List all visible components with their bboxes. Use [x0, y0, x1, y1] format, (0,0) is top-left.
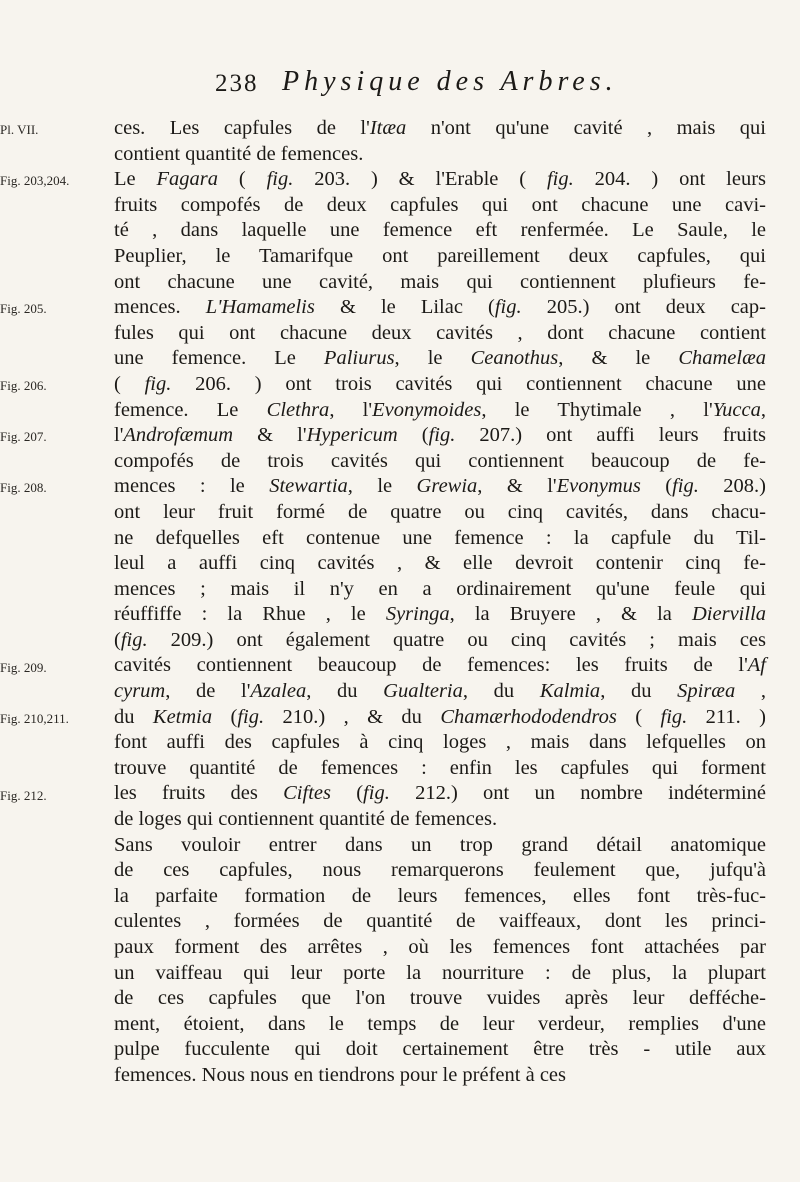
italic-term: fig. — [660, 705, 688, 728]
text-line — [114, 193, 766, 219]
text-line — [114, 935, 766, 961]
text-line — [114, 218, 766, 244]
text-run: 209.) ont également quatre ou cinq cavités ; mais ces — [147, 628, 766, 651]
italic-term: Fagara — [156, 168, 218, 191]
text-run: , & le — [558, 347, 679, 370]
text-run: , du — [306, 680, 384, 703]
italic-term: Ciftes — [283, 782, 331, 805]
text-line — [114, 909, 766, 935]
text-run: fules qui ont chacune deux cavités , dont chacune contient — [114, 321, 766, 344]
text-line — [114, 577, 766, 603]
text-run: 203. ) & l'Erable ( — [293, 168, 547, 191]
text-line — [114, 474, 766, 500]
text-run: cavités contiennent beaucoup de femences: les fruits de l' — [114, 654, 748, 677]
text-run: ( — [114, 628, 121, 651]
text-line — [114, 833, 766, 859]
text-run: compofés de trois cavités qui contiennent beaucoup de fe- — [114, 449, 766, 472]
text-run: les fruits des — [114, 782, 284, 805]
text-run: font auffi des capfules à cinq loges , mais dans lefquelles on — [114, 731, 766, 754]
text-line — [114, 142, 766, 168]
margin-figure-reference: Fig. 203,204. — [0, 173, 70, 189]
text-run: , le — [347, 475, 417, 498]
text-run: 206. ) ont trois cavités qui contiennent chacune une — [171, 372, 766, 395]
text-run: ces. Les capfules de l' — [114, 117, 370, 139]
text-run: ( — [640, 475, 673, 498]
text-line — [114, 1063, 766, 1089]
italic-term: Yucca — [712, 398, 761, 421]
text-run: , du — [600, 680, 678, 703]
text-line — [114, 449, 766, 475]
text-run: trouve quantité de femences : enfin les capfules qui forment — [114, 756, 766, 779]
italic-term: Gualteria — [383, 680, 463, 703]
italic-term: fig. — [120, 628, 148, 651]
text-run: la parfaite formation de leurs femences, elles font très-fuc- — [114, 884, 766, 907]
text-run: n'ont qu'une cavité , mais qui — [406, 117, 766, 139]
italic-term: Diervilla — [692, 603, 767, 626]
text-run: Sans vouloir entrer dans un trop grand détail anatomique — [114, 833, 766, 856]
text-line — [114, 653, 766, 679]
text-run: femence. Le — [114, 398, 267, 421]
margin-figure-reference: Fig. 208. — [0, 480, 47, 496]
text-run: contient quantité de femences. — [114, 142, 364, 165]
italic-term: Ketmia — [152, 705, 213, 728]
text-run: l' — [114, 424, 124, 447]
text-run: réuffiffe : la Rhue , le — [114, 603, 386, 626]
text-run: , — [735, 680, 767, 703]
italic-term: fig. — [428, 424, 456, 447]
text-run: mences ; mais il n'y en a ordinairement qu'une feule qui — [114, 577, 766, 600]
text-run: paux forment des arrêtes , où les femences font attachées par — [114, 936, 766, 958]
text-line — [114, 346, 766, 372]
italic-term: Androfæmum — [123, 424, 234, 447]
text-run: & le Lilac ( — [314, 296, 495, 319]
margin-figure-reference: Fig. 212. — [0, 787, 47, 803]
italic-term: Evonymus — [556, 475, 641, 498]
text-line — [114, 1037, 766, 1063]
italic-term: Azalea — [250, 680, 307, 703]
italic-term: fig. — [144, 372, 172, 395]
body-text — [114, 116, 766, 1089]
text-line — [114, 551, 766, 577]
text-run: 204. ) ont leurs — [573, 168, 766, 191]
text-run: ont leur fruit formé de quatre ou cinq cavités, dans chacu- — [114, 500, 766, 523]
margin-figure-reference: Fig. 207. — [0, 429, 47, 445]
page-number: 238 — [215, 70, 259, 97]
text-line — [114, 244, 766, 270]
text-run: du — [114, 705, 153, 728]
italic-term: fig. — [266, 168, 294, 191]
text-run: Peuplier, le Tamarifque ont pareillement deux capfules, qui — [114, 244, 766, 267]
text-line — [114, 705, 766, 731]
text-line — [114, 602, 766, 628]
text-line — [114, 321, 766, 347]
text-line — [114, 628, 766, 654]
text-run: , le — [394, 347, 471, 370]
text-run: leul a auffi cinq cavités , & elle devroit contenir cinq fe- — [114, 552, 766, 575]
text-run: , le Thytimale , l' — [481, 398, 713, 421]
text-run: 205.) ont deux cap- — [521, 296, 766, 319]
text-run: un vaiffeau qui leur porte la nourriture : de plus, la plupart — [114, 961, 766, 984]
italic-term: fig. — [494, 296, 522, 319]
italic-term: Chamærhododendros — [440, 705, 617, 728]
text-run: té , dans laquelle une femence eft renfermée. Le Saule, le — [114, 219, 766, 242]
margin-figure-reference: Fig. 205. — [0, 301, 47, 317]
text-run: , la Bruyere , & la — [449, 603, 692, 626]
text-run: & l' — [233, 424, 307, 447]
italic-term: Paliurus — [323, 347, 395, 370]
text-run: ne defquelles eft contenue une femence : la capfule du Til- — [114, 526, 766, 549]
text-run: ( — [330, 782, 364, 805]
text-line — [114, 756, 766, 782]
text-run: ( — [616, 705, 661, 728]
text-line — [114, 295, 766, 321]
text-line — [114, 730, 766, 756]
text-run: fruits compofés de deux capfules qui ont chacune une cavi- — [114, 193, 766, 216]
italic-term: Evonymoides — [372, 398, 482, 421]
text-run: de loges qui contiennent quantité de femences. — [114, 808, 498, 831]
text-run: , de l' — [165, 680, 251, 703]
italic-term: Grewia — [416, 475, 478, 498]
text-run: de ces capfules, nous remarquerons feulement que, jufqu'à — [114, 859, 766, 882]
italic-term: Hypericum — [306, 424, 398, 447]
italic-term: fig. — [363, 782, 390, 805]
text-run: ont chacune une cavité, mais qui contiennent plufieurs fe- — [114, 270, 766, 293]
text-line — [114, 1012, 766, 1038]
text-run: 208.) — [698, 475, 767, 498]
text-line — [114, 807, 766, 833]
text-line — [114, 679, 766, 705]
italic-term: cyrum — [114, 680, 166, 703]
text-run: de ces capfules que l'on trouve vuides après leur defféche- — [114, 987, 766, 1010]
italic-term: fig. — [237, 705, 265, 728]
text-run: ( — [218, 168, 267, 191]
text-run: ment, étoient, dans le temps de leur verdeur, remplies d'une — [114, 1012, 766, 1035]
text-run: culentes , formées de quantité de vaiffeaux, dont les princi- — [114, 910, 766, 933]
text-run: ( — [397, 424, 429, 447]
text-line — [114, 372, 766, 398]
text-run: , & l' — [477, 475, 557, 498]
italic-term: fig. — [546, 168, 574, 191]
italic-term: fig. — [672, 475, 699, 498]
text-run: femences. Nous nous en tiendrons pour le préfent à ces — [114, 1063, 566, 1086]
text-run: 210.) , & du — [264, 705, 441, 728]
text-run: pulpe fucculente qui doit certainement être très - utile aux — [114, 1038, 766, 1061]
italic-term: Af — [747, 654, 766, 677]
margin-figure-reference: Fig. 206. — [0, 378, 47, 393]
text-run: 212.) ont un nombre indéterminé — [389, 782, 766, 805]
text-run: mences. — [114, 296, 206, 319]
text-run: 211. ) — [687, 705, 766, 728]
italic-term: Kalmia — [539, 680, 601, 703]
text-run: , du — [462, 680, 540, 703]
text-line — [114, 781, 766, 807]
text-run: , — [760, 398, 766, 421]
text-run: Le — [114, 168, 157, 191]
margin-figure-reference: Pl. VII. — [0, 122, 39, 137]
text-run: , l' — [329, 398, 373, 421]
text-line — [114, 986, 766, 1012]
text-line — [114, 526, 766, 552]
italic-term: Stewartia — [269, 475, 348, 498]
margin-figure-reference: Fig. 209. — [0, 659, 47, 675]
text-line — [114, 270, 766, 296]
italic-term: Itæa — [369, 117, 407, 139]
text-line — [114, 398, 766, 424]
text-line — [114, 884, 766, 910]
text-run: ( — [114, 372, 145, 395]
text-line — [114, 858, 766, 884]
page-header — [0, 66, 800, 106]
text-line — [114, 116, 766, 142]
italic-term: Syringa — [385, 603, 450, 626]
italic-term: Spiræa — [677, 680, 736, 703]
text-run: 207.) ont auffi leurs fruits — [455, 424, 766, 447]
italic-term: L'Hamamelis — [205, 296, 315, 319]
text-line — [114, 167, 766, 193]
italic-term: Clethra — [266, 398, 330, 421]
italic-term: Ceanothus — [470, 347, 559, 370]
margin-notes — [0, 0, 80, 1182]
margin-figure-reference: Fig. 210,211. — [0, 710, 69, 726]
text-run: une femence. Le — [114, 347, 324, 370]
text-line — [114, 500, 766, 526]
running-title: Physique des Arbres. — [282, 66, 618, 97]
text-line — [114, 961, 766, 987]
italic-term: Chamelæa — [678, 347, 767, 370]
text-run: mences : le — [114, 475, 270, 498]
text-line — [114, 423, 766, 449]
text-run: ( — [212, 705, 238, 728]
